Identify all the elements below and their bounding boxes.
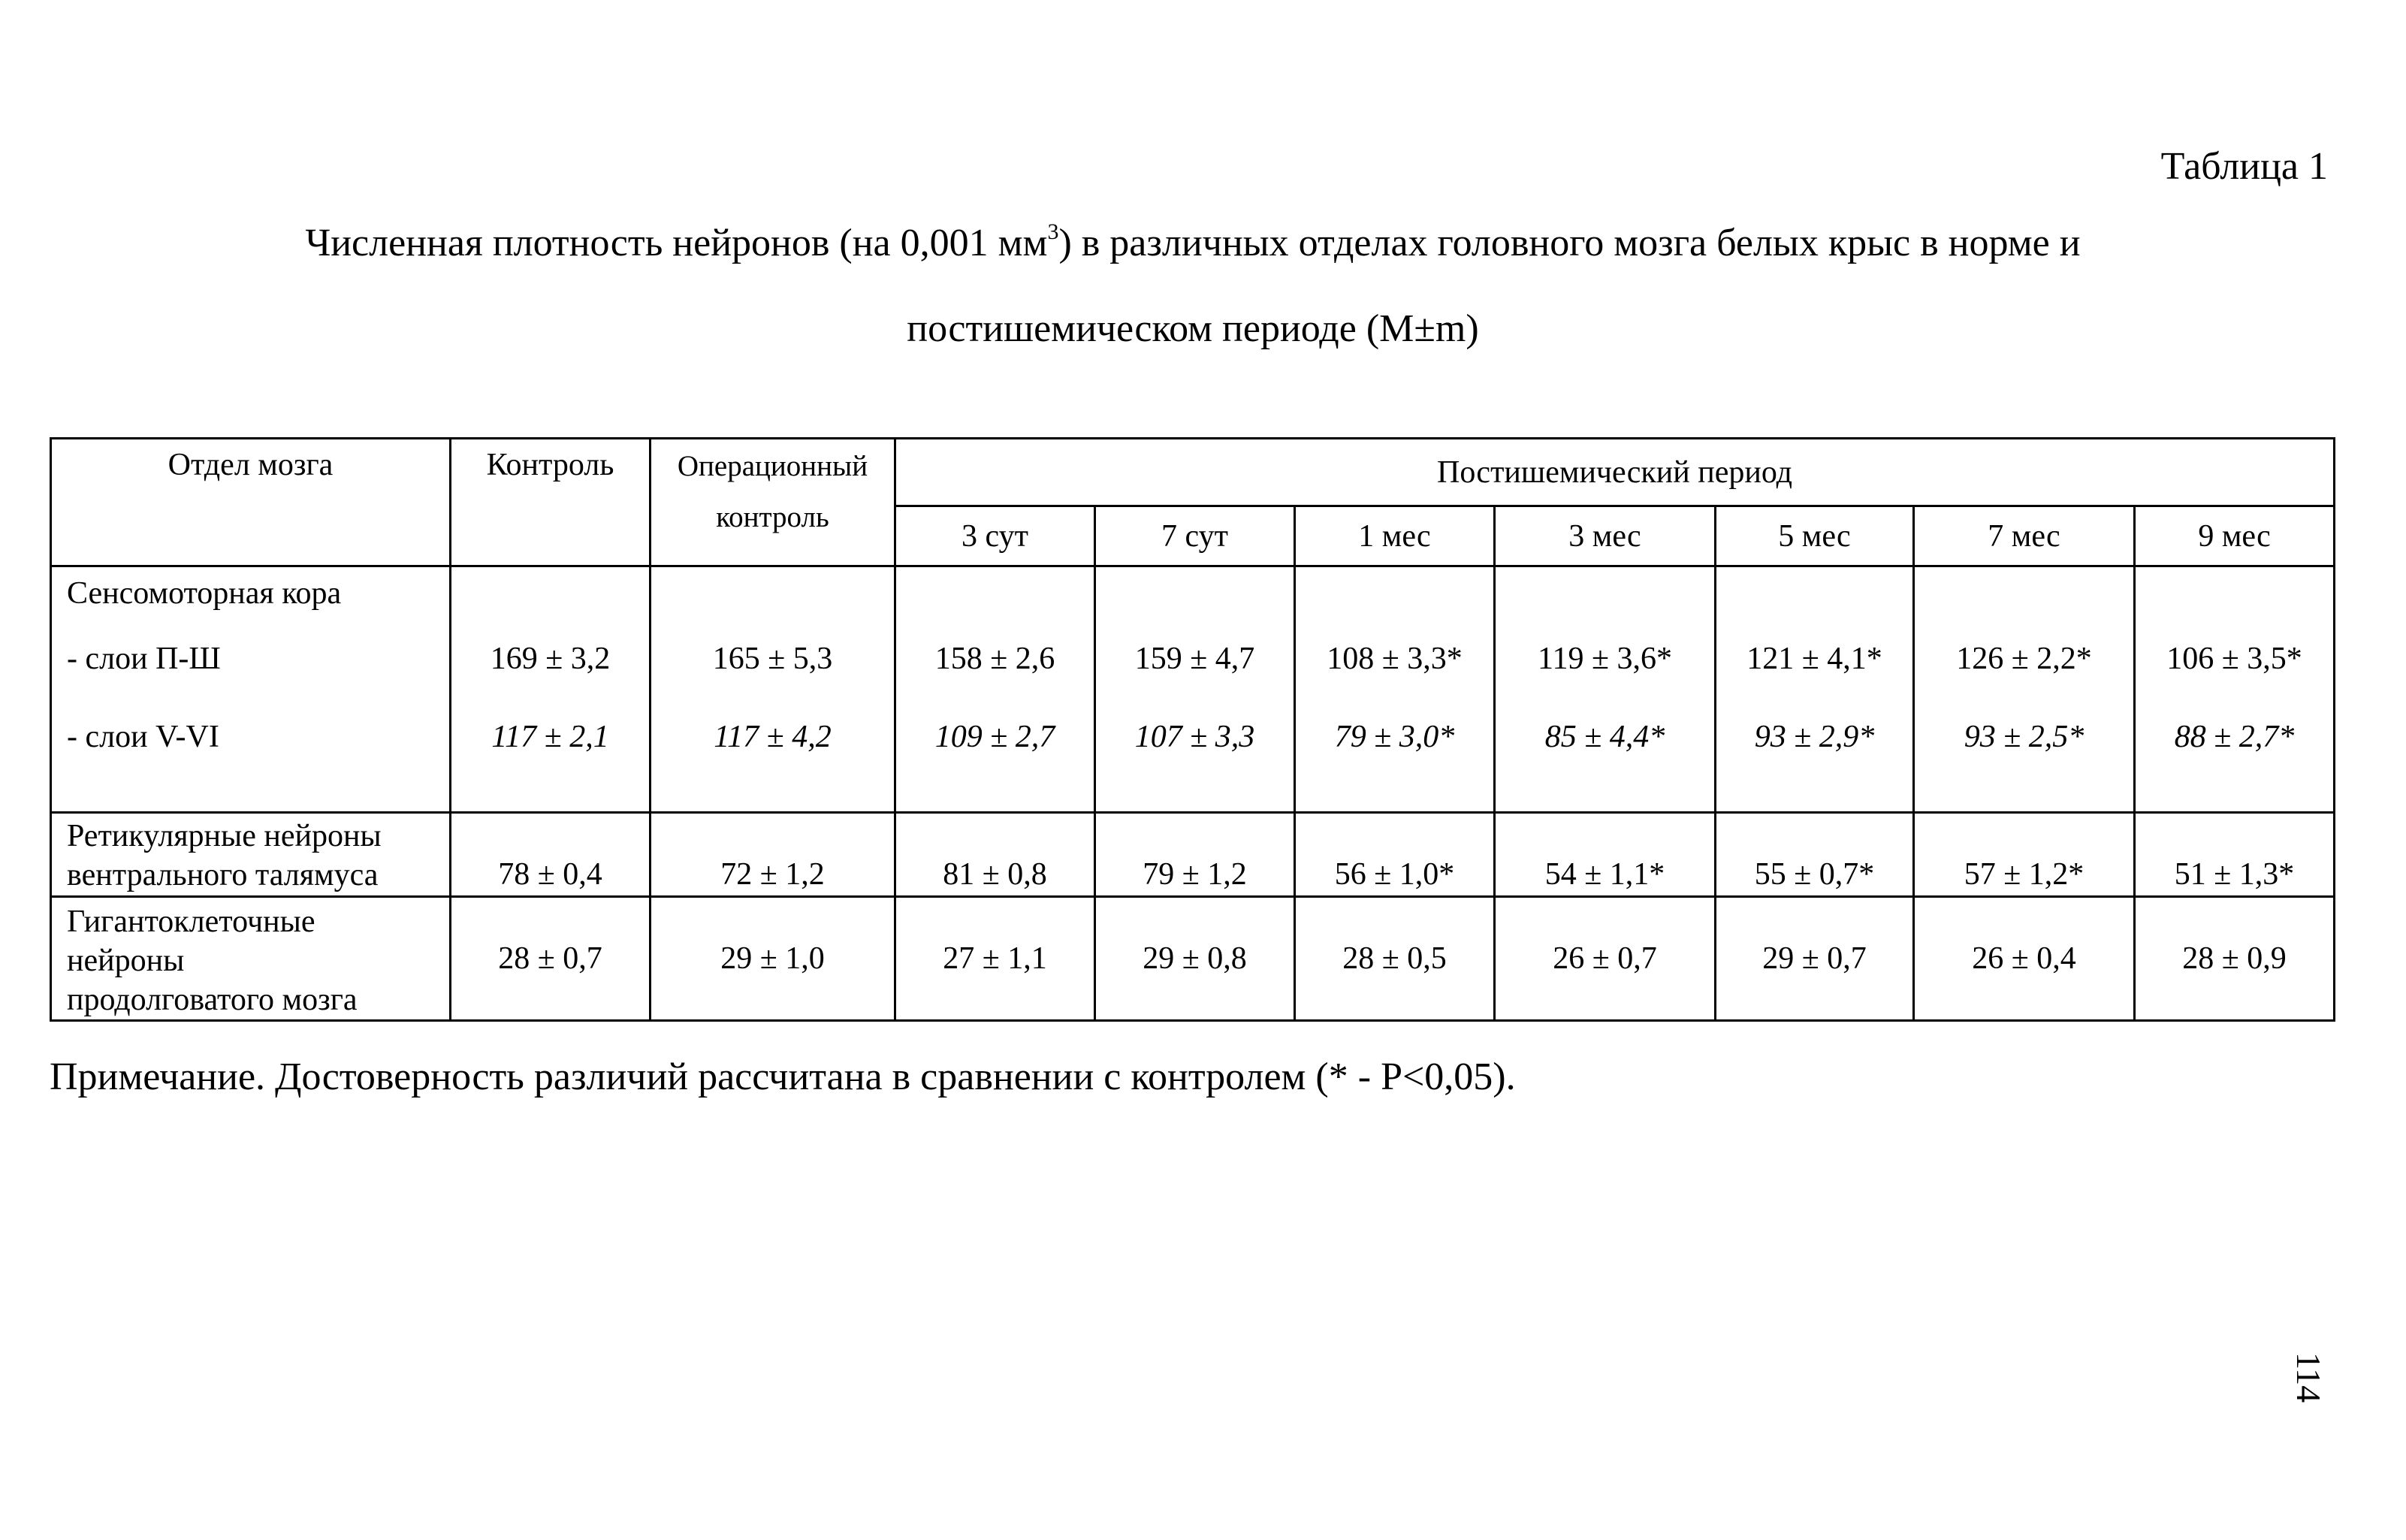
title-text-after-superscript: ) в различных отделах головного мозга белых крыс в норме и bbox=[1058, 222, 2081, 264]
cell-value: 109 ± 2,7 bbox=[934, 720, 1055, 754]
table-cell: 28 ± 0,7 bbox=[451, 897, 651, 1021]
cell-value: 106 ± 3,5* bbox=[2166, 642, 2302, 676]
table-cell: 79 ± 1,2 bbox=[1095, 813, 1295, 897]
table-cell bbox=[1716, 566, 1914, 813]
row-label-giant bbox=[51, 897, 451, 1021]
table-cell bbox=[895, 566, 1095, 813]
header-period: 3 мес bbox=[1495, 506, 1716, 566]
row-label-reticular bbox=[51, 813, 451, 897]
cell-value: 108 ± 3,3* bbox=[1327, 642, 1463, 676]
cell-value: 158 ± 2,6 bbox=[934, 642, 1055, 676]
table-cell: 28 ± 0,5 bbox=[1295, 897, 1495, 1021]
reticular-label-line-1: Ретикулярные нейроны bbox=[67, 819, 382, 853]
cell-value: 169 ± 3,2 bbox=[490, 642, 611, 676]
header-control: Контроль bbox=[451, 439, 651, 566]
header-period: 7 сут bbox=[1095, 506, 1295, 566]
cell-value: 107 ± 3,3 bbox=[1134, 720, 1255, 754]
table-cell: 29 ± 0,7 bbox=[1716, 897, 1914, 1021]
table-cell: 78 ± 0,4 bbox=[451, 813, 651, 897]
table-cell: 81 ± 0,8 bbox=[895, 813, 1095, 897]
cell-value: 93 ± 2,9* bbox=[1754, 720, 1875, 754]
cell-value: 165 ± 5,3 bbox=[712, 642, 833, 676]
neuron-density-table bbox=[50, 437, 2335, 1022]
cortex-layers-5-6-label: - слои V-VI bbox=[67, 720, 219, 754]
table-row-giant bbox=[51, 897, 2335, 1021]
cortex-layers-2-3-label: - слои П-Ш bbox=[67, 642, 221, 676]
cell-value: 93 ± 2,5* bbox=[1964, 720, 2084, 754]
table-cell: 26 ± 0,4 bbox=[1914, 897, 2135, 1021]
header-operational-line-1: Операционный bbox=[677, 450, 868, 482]
table-cell: 26 ± 0,7 bbox=[1495, 897, 1716, 1021]
cell-value: 85 ± 4,4* bbox=[1544, 720, 1665, 754]
header-region: Отдел мозга bbox=[51, 439, 451, 566]
table-note: Примечание. Достоверность различий рассчитана в сравнении с контролем (* - Р<0,05). bbox=[50, 1055, 1516, 1098]
cell-value: 126 ± 2,2* bbox=[1956, 642, 2092, 676]
table-label: Таблица 1 bbox=[2160, 145, 2328, 188]
table-row-reticular bbox=[51, 813, 2335, 897]
cell-value: 121 ± 4,1* bbox=[1746, 642, 1882, 676]
title-superscript: 3 bbox=[1047, 219, 1059, 244]
page-number: 114 bbox=[2290, 1352, 2328, 1403]
table-title-line-2: постишемическом периоде (М±m) bbox=[907, 307, 1479, 350]
row-label-cortex bbox=[51, 566, 451, 813]
header-post-ischemic: Постишемический период bbox=[895, 439, 2335, 506]
table-cell bbox=[1495, 566, 1716, 813]
table-title-line-1 bbox=[51, 219, 2335, 264]
table-cell: 29 ± 1,0 bbox=[651, 897, 895, 1021]
header-operational-line-2: контроль bbox=[716, 501, 829, 533]
cell-value: 88 ± 2,7* bbox=[2174, 720, 2295, 754]
giant-label-line-3: продолговатого мозга bbox=[67, 983, 358, 1017]
table-cell: 28 ± 0,9 bbox=[2135, 897, 2335, 1021]
table-cell: 29 ± 0,8 bbox=[1095, 897, 1295, 1021]
cell-value: 117 ± 4,2 bbox=[714, 720, 832, 754]
cell-value: 159 ± 4,7 bbox=[1134, 642, 1255, 676]
header-period: 7 мес bbox=[1914, 506, 2135, 566]
table-cell: 27 ± 1,1 bbox=[895, 897, 1095, 1021]
header-operational-control bbox=[651, 439, 895, 566]
header-period: 1 мес bbox=[1295, 506, 1495, 566]
giant-label-line-1: Гигантоклеточные bbox=[67, 904, 315, 939]
table-cell bbox=[1295, 566, 1495, 813]
cell-value: 79 ± 3,0* bbox=[1334, 720, 1455, 754]
table-cell bbox=[1095, 566, 1295, 813]
table-cell: 56 ± 1,0* bbox=[1295, 813, 1495, 897]
title-text-before-superscript: Численная плотность нейронов (на 0,001 мм bbox=[305, 222, 1048, 264]
table-cell bbox=[2135, 566, 2335, 813]
cell-value: 119 ± 3,6* bbox=[1538, 642, 1672, 676]
giant-label-line-2: нейроны bbox=[67, 944, 185, 978]
header-row-1 bbox=[51, 439, 2335, 506]
header-period: 3 сут bbox=[895, 506, 1095, 566]
table-cell: 54 ± 1,1* bbox=[1495, 813, 1716, 897]
cell-value: 117 ± 2,1 bbox=[491, 720, 609, 754]
reticular-label-line-2: вентрального талямуса bbox=[67, 858, 379, 892]
cortex-label: Сенсомоторная кора bbox=[67, 576, 342, 611]
table-cell bbox=[451, 566, 651, 813]
table-cell: 51 ± 1,3* bbox=[2135, 813, 2335, 897]
table-cell: 72 ± 1,2 bbox=[651, 813, 895, 897]
header-period: 9 мес bbox=[2135, 506, 2335, 566]
table-cell: 55 ± 0,7* bbox=[1716, 813, 1914, 897]
table-cell bbox=[651, 566, 895, 813]
header-period: 5 мес bbox=[1716, 506, 1914, 566]
table-row-cortex bbox=[51, 566, 2335, 813]
table-cell: 57 ± 1,2* bbox=[1914, 813, 2135, 897]
table-cell bbox=[1914, 566, 2135, 813]
